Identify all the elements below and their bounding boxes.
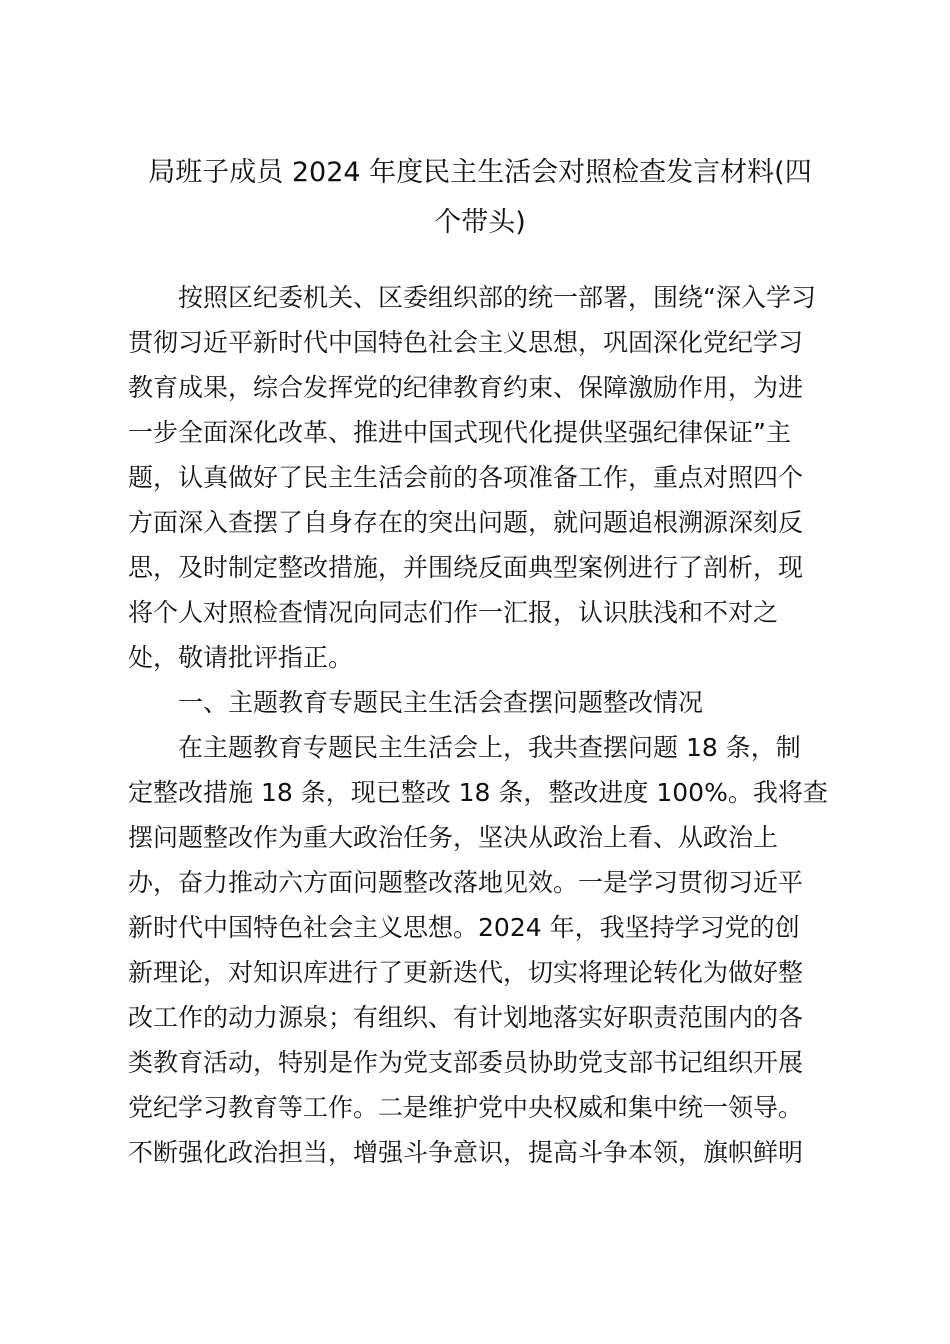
body-line: 将个人对照检查情况向同志们作一汇报，认识肤浅和不对之	[128, 598, 779, 627]
section-heading: 一、主题教育专题民主生活会查摆问题整改情况	[128, 688, 704, 717]
title-line: 个带头)	[434, 207, 526, 238]
body-line: 党纪学习教育等工作。二是维护党中央权威和集中统一领导。	[128, 1093, 804, 1122]
body-line: 题，认真做好了民主生活会前的各项准备工作，重点对照四个	[128, 463, 804, 492]
body-line: 类教育活动，特别是作为党支部委员协助党支部书记组织开展	[128, 1048, 804, 1077]
body-line: 方面深入查摆了自身存在的突出问题，就问题追根溯源深刻反	[128, 508, 804, 537]
body-line: 一步全面深化改革、推进中国式现代化提供坚强纪律保证”主	[128, 418, 791, 447]
body-line: 摆问题整改作为重大政治任务，坚决从政治上看、从政治上	[128, 823, 779, 852]
body-line: 按照区纪委机关、区委组织部的统一部署，围绕“深入学习	[128, 283, 816, 312]
body-line: 不断强化政治担当，增强斗争意识，提高斗争本领，旗帜鲜明	[128, 1138, 804, 1167]
body-line: 思，及时制定整改措施，并围绕反面典型案例进行了剖析，现	[128, 553, 804, 582]
body-line: 教育成果，综合发挥党的纪律教育约束、保障激励作用，为进	[128, 373, 804, 402]
body-line: 办，奋力推动六方面问题整改落地见效。一是学习贯彻习近平	[128, 868, 804, 897]
body-line: 定整改措施 18 条，现已整改 18 条，整改进度 100%。我将查	[128, 778, 828, 807]
body-line: 改工作的动力源泉；有组织、有计划地落实好职责范围内的各	[128, 1003, 804, 1032]
body-line: 新时代中国特色社会主义思想。2024 年，我坚持学习党的创	[128, 913, 800, 942]
document-title	[120, 148, 840, 248]
body-line: 处，敬请批评指正。	[128, 643, 354, 672]
body-line: 新理论，对知识库进行了更新迭代，切实将理论转化为做好整	[128, 958, 804, 987]
title-line: 局班子成员 2024 年度民主生活会对照检查发言材料(四	[148, 157, 812, 188]
body-line: 在主题教育专题民主生活会上，我共查摆问题 18 条，制	[128, 733, 801, 762]
body-line: 贯彻习近平新时代中国特色社会主义思想，巩固深化党纪学习	[128, 328, 804, 357]
